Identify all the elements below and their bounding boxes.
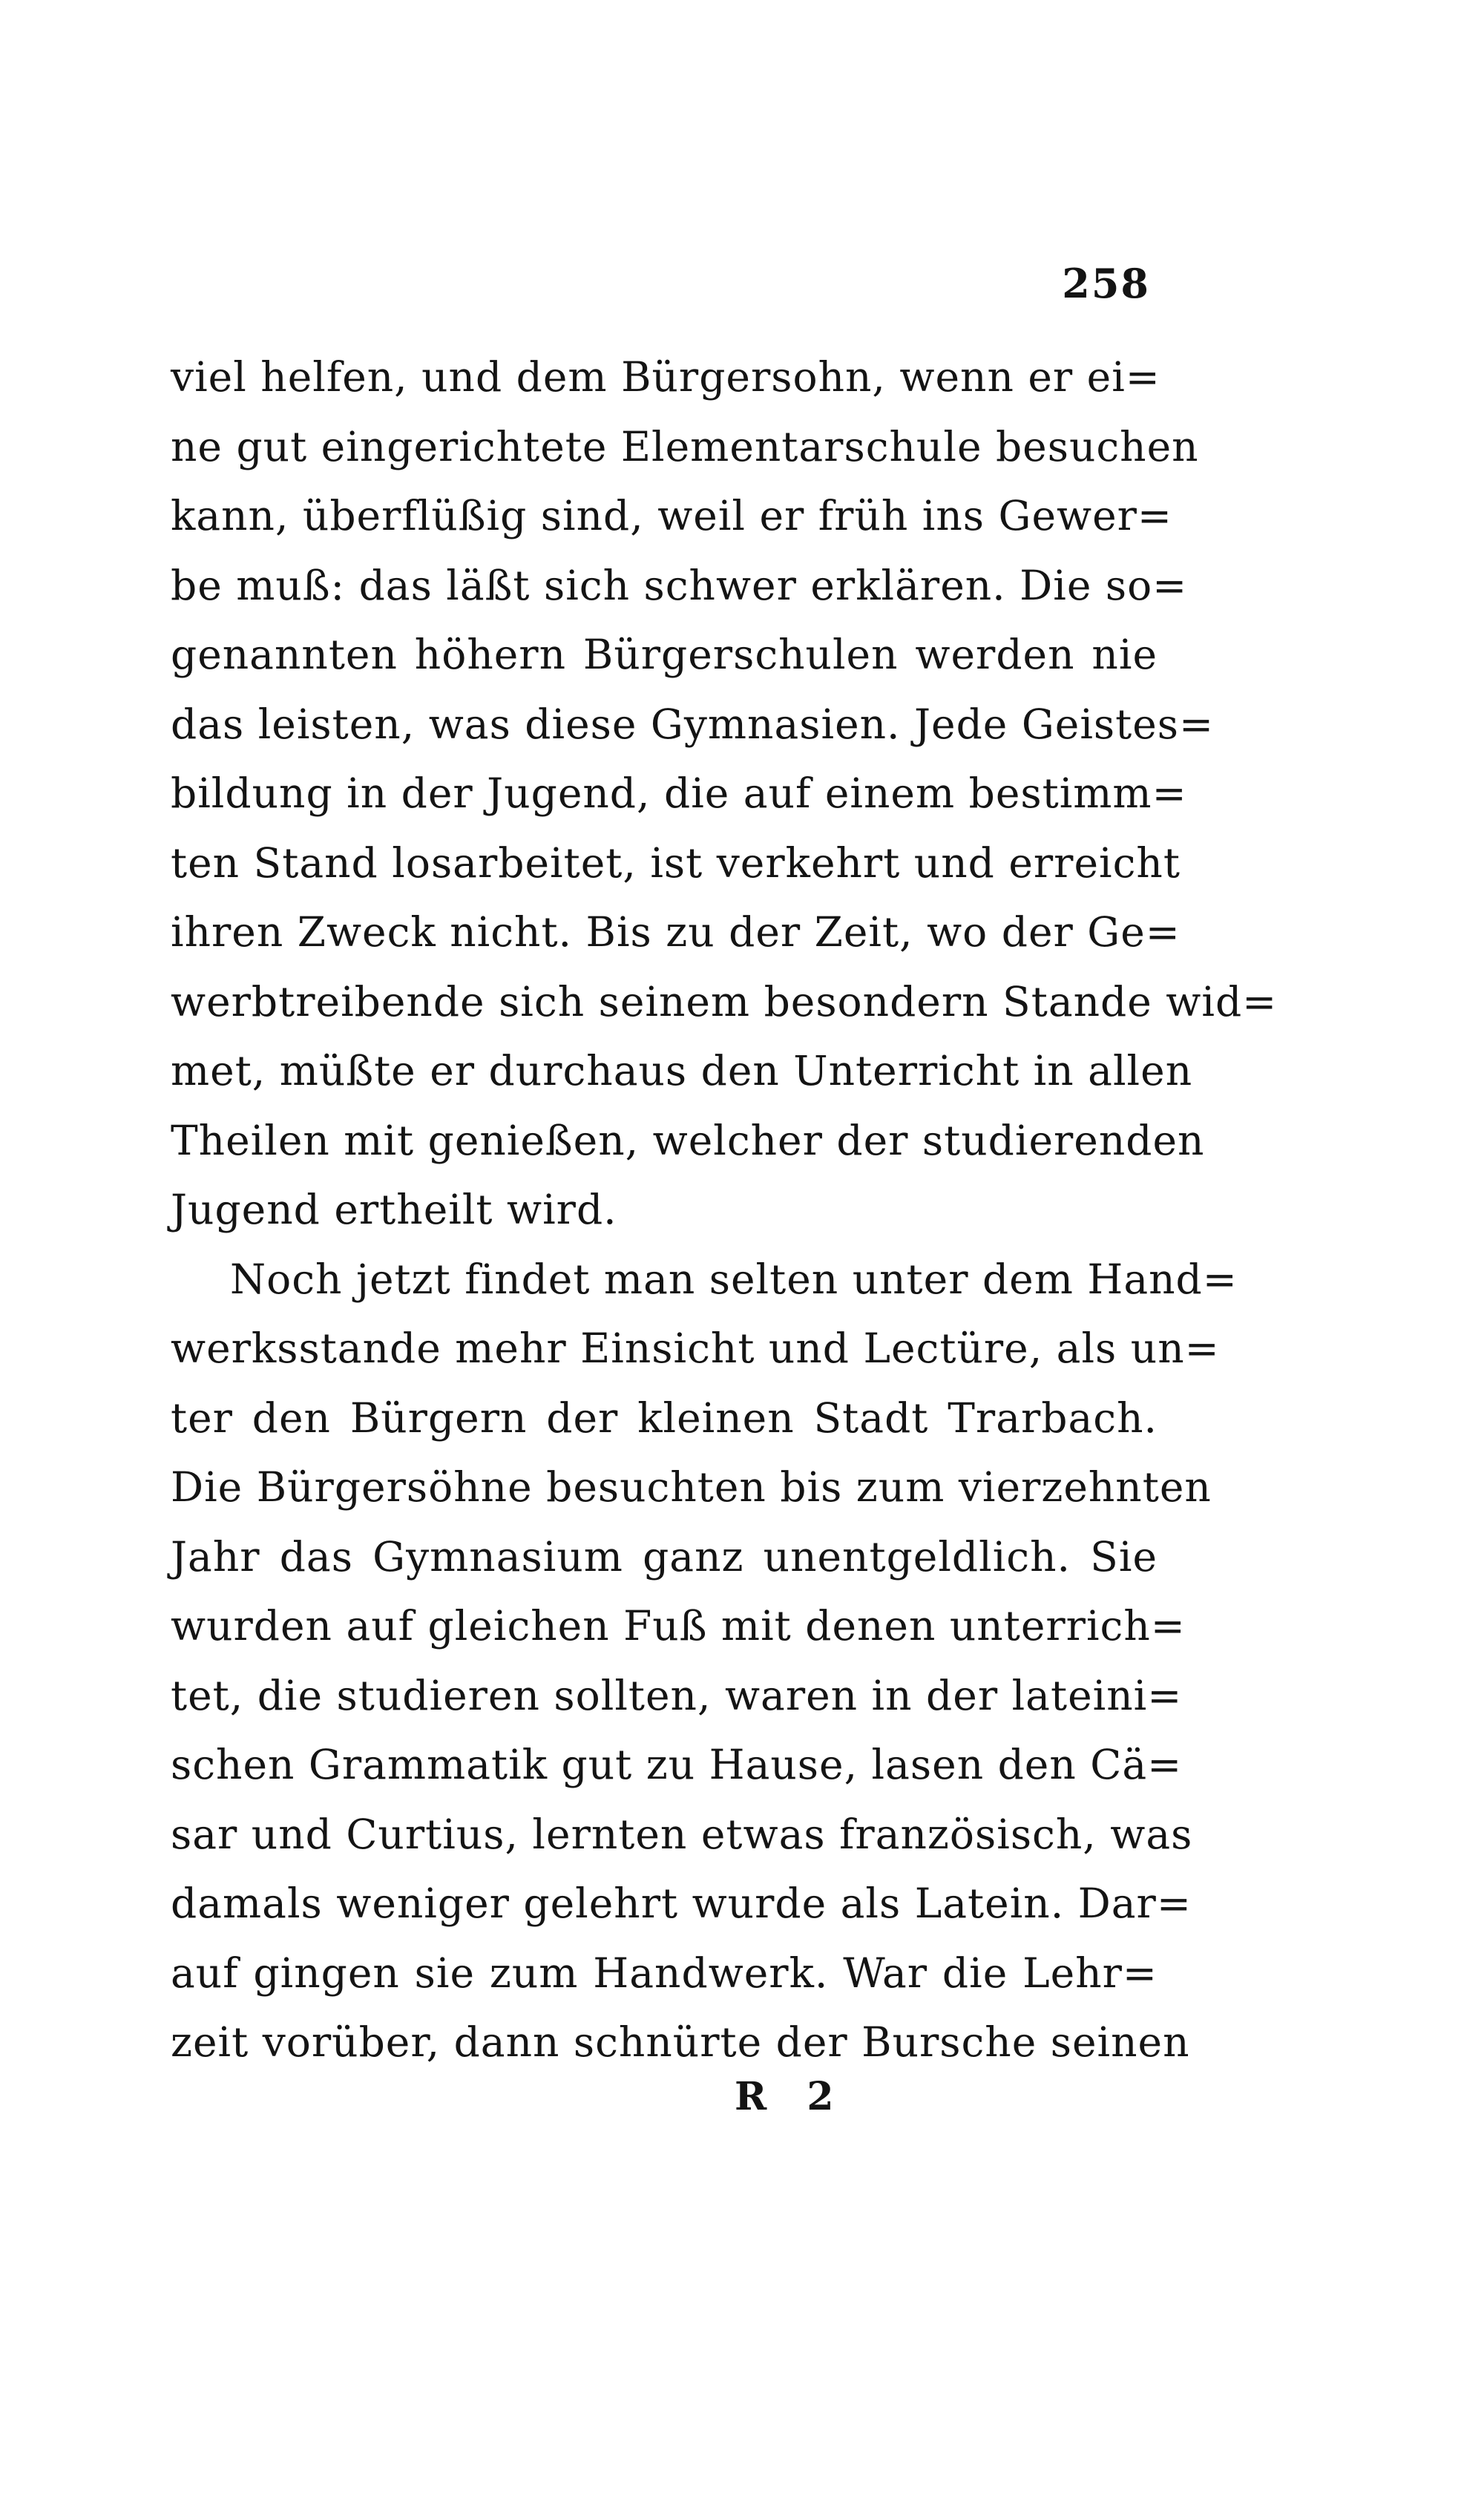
signature-mark: R 2	[735, 2074, 847, 2119]
text-line: ten Stand losarbeitet, ist verkehrt und erreicht	[171, 839, 1181, 887]
text-line: tet, die studieren sollten, waren in der lateini=	[171, 1671, 1183, 1719]
text-line: zeit vorüber, dann schnürte der Bursche seinen	[171, 2018, 1190, 2066]
text-line: viel helfen, und dem Bürgersohn, wenn er ei=	[171, 353, 1160, 401]
text-line: Die Bürgersöhne besuchten bis zum vierzehnten	[171, 1463, 1212, 1511]
text-line: Noch jetzt findet man selten unter dem Hand=	[230, 1255, 1238, 1303]
text-line: ihren Zweck nicht. Bis zu der Zeit, wo der Ge=	[171, 908, 1181, 956]
text-line: schen Grammatik gut zu Hause, lasen den Cä=	[171, 1741, 1183, 1788]
text-line: genannten höhern Bürgerschulen werden nie	[171, 631, 1158, 678]
paragraph-2	[171, 1245, 1238, 2078]
text-line: Theilen mit genießen, welcher der studierenden	[171, 1116, 1205, 1164]
text-line: wurden auf gleichen Fuß mit denen unterrich=	[171, 1602, 1186, 1650]
text-line: Jugend ertheilt wird.	[171, 1186, 617, 1233]
text-line: ne gut eingerichtete Elementarschule besuchen	[171, 422, 1199, 470]
text-line: werksstande mehr Einsicht und Lectüre, als un=	[171, 1325, 1220, 1372]
text-line: ter den Bürgern der kleinen Stadt Trarbach.	[171, 1394, 1158, 1442]
page-number: 258	[1062, 260, 1150, 307]
text-line: Jahr das Gymnasium ganz unentgeldlich. Sie	[171, 1532, 1158, 1581]
text-line: damals weniger gelehrt wurde als Latein. Dar=	[171, 1880, 1192, 1927]
text-line: be muß: das läßt sich schwer erklären. Die so=	[171, 561, 1188, 609]
body-text	[171, 343, 1278, 2078]
paragraph-1	[171, 343, 1278, 1245]
text-line: kann, überflüßig sind, weil er früh ins Gewer=	[171, 492, 1172, 539]
text-line: bildung in der Jugend, die auf einem bestimm=	[171, 769, 1187, 817]
text-line: met, müßte er durchaus den Unterricht in allen	[171, 1047, 1193, 1095]
text-line: werbtreibende sich seinem besondern Stande wid=	[171, 977, 1278, 1025]
text-line: auf gingen sie zum Handwerk. War die Lehr=	[171, 1949, 1158, 1997]
text-line: sar und Curtius, lernten etwas französisch, was	[171, 1810, 1193, 1858]
text-line: das leisten, was diese Gymnasien. Jede Geistes=	[171, 700, 1215, 748]
